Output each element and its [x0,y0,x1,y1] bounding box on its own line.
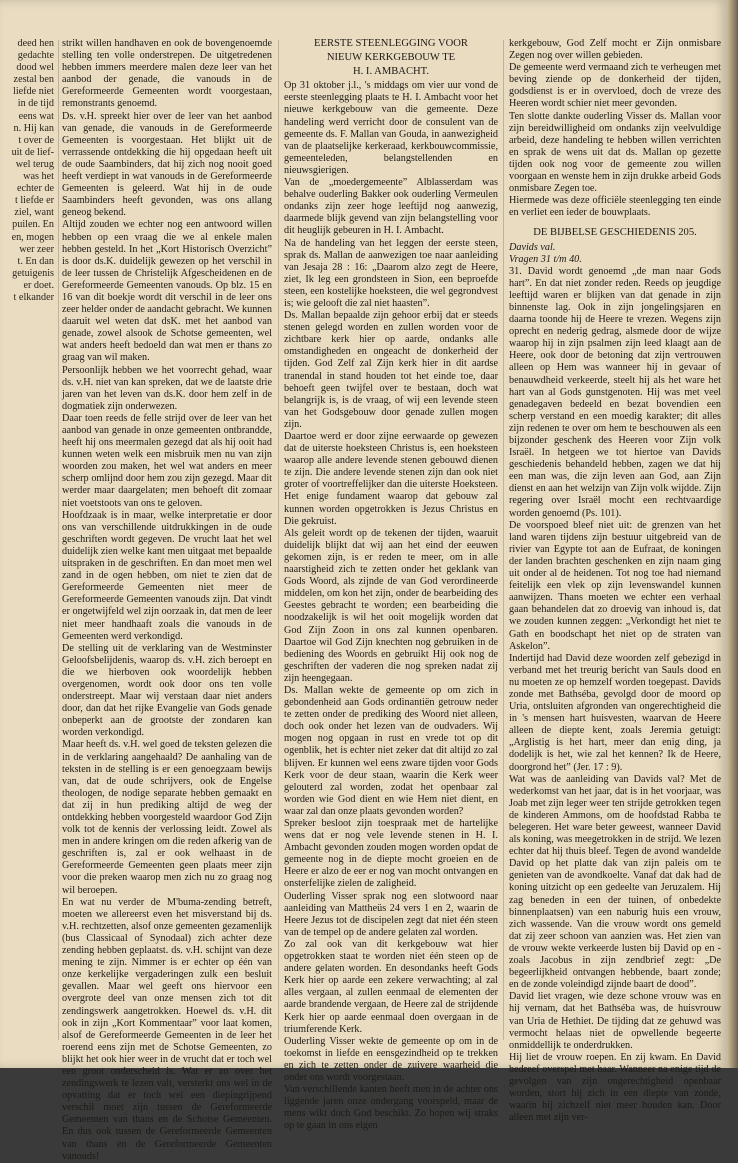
paragraph: kerkgebouw, God Zelf mocht er Zijn onmisbare Zegen nog over willen gebieden. [509,38,721,62]
paragraph: Op 31 oktober j.l., 's middags om vier uur vond de eerste steenlegging plaats te H. I. Ambacht voor het nieuwe kerkgebouw van die gemeente. Deze handeling werd verricht door de consulent van de gemeente ds. F. Mallan van Gouda, in aanwezigheid van de plaatselijke kerkeraad, kerkbouwcommissie, gemeenteleden, belangstellenden en nieuwsgierigen. [284,80,498,176]
paragraph: Ds. Mallan bepaalde zijn gehoor erbij dat er steeds stenen gelegd worden en zullen worden voor de zichtbare kerk hier op aarde, ondanks alle omstandigheden en ongeacht de donkerheid der tijden. God Zelf zal Zijn kerk hier in dit aardse tranendal in stand houden tot het einde toe, daar behoeft geen twijfel over te bestaan, doch wat belangrijk is, is de vraag, of wij een levende steen van het Godsgebouw door genade zullen mogen zijn. [284,310,498,430]
paragraph: Ouderling Visser wekte de gemeente op om in de toekomst in liefde en eensgezindheid op te trekken en zich te zetten onder de zuivere waarheid die onder ons wordt voorgestaan. [284,1035,498,1083]
paragraph: Indertijd had David deze woorden zelf gebezigd in verband met het treurig bericht van Sauls dood en nu moeten ze op hemzelf worden toegepast. Davids zonde met Bathséba, gevolgd door de moord op Uria, ontsluiten afgronden van ongerechtigheid die in 's mensen hart huisvesten, waarvan de Heere alleen de diepte kent, zoals Jeremia getuigt: „Arglistig is het hart, meer dan enig ding, ja dodelijk is het, wie zal het kennen? Ik de Heere, doorgrond het” (Jer. 17 : 9). [509,652,721,773]
paragraph: Persoonlijk hebben we het voorrecht gehad, waar ds. v.H. niet van kan spreken, dat we de laatste drie jaren van het leven van ds.K. door hem zelf in de dogmatiek zijn onderwezen. [62,364,272,412]
article-column-1 [62,38,272,1162]
paragraph: 31. David wordt genoemd „de man naar Gods hart”. En dat niet zonder reden. Reeds op jeugdige leeftijd waren er blijken van dat genade in zijn binnenste lag. Ook in zijn jongelingsjaren en daarna toonde hij de Heere te vrezen. Wegens zijn oprecht en nederig gedrag, alsmede door de wijze waarop hij in zijn psalmen zijn leed klaagt aan de Heere, ook door de betoning dat zijn vertrouwen alleen op Hem was wanneer hij in gevaar of benauwdheid verkeerde, steelt hij als het ware het hart van al Gods gunstgenoten. Hij was met veel genadegaven bedeeld en bezat bovendien een scherp verstand en een moedig karakter; dit alles zijn redenen te over om hem te beschouwen als een bijzonder geschenk des Heeren voor Zijn volk Israël. In hetgeen we tot hiertoe van Davids geschiedenis behandeld hebben, zagen we dat hij een man was, die zijn leven aan God, aan Zijn dienst en aan het welzijn van Zijn volk wijdde. Zijn regering over Israël mocht een rechtvaardige worden genoemd (Ps. 101). [509,265,721,519]
paragraph: Hij liet de vrouw roepen. En zij kwam. En David bedreef overspel met haar. Wanneer na enige tijd de gevolgen van zijn ongerechtigheid openbaar worden, stort hij zich in een diepte van zonde, waarin hij zichzelf niet meer houden kan. Door alleen met zijn ver- [509,1051,721,1124]
paragraph: Daartoe werd er door zijne eerwaarde op gewezen dat de uiterste hoeksteen Christus is, een hoeksteen waarop alle andere levende stenen gebouwd dienen te zijn. Die andere levende stenen zijn dan ook niet groter of voortreffelijker dan die uiterste Hoeksteen. Het enige fundament waarop dat gebouw zal kunnen worden opgetrokken is Jezus Christus en Die gekruist. [284,431,498,527]
paragraph: strikt willen handhaven en ook de bovengenoemde stelling ten volle onderstrepen. De uitgetredenen hebben immers meerdere malen deze leer van het aanbod der genade, die vanouds in de Gereformeerde Gemeenten wordt voorgestaan, remonstrants genoemd. [62,38,272,110]
paragraph: Van de „moedergemeente” Alblasserdam was behalve ouderling Bakker ook ouderling Vermeulen ondanks zijn zeer hoge leeftijd nog aanwezig, daarmede blijk gevend van zijn belangstelling voor dit heuglijk gebeuren in H. I. Ambacht. [284,177,498,237]
paragraph: eens wat [18,110,54,122]
paragraph: En wat nu verder de M'buma-zending betreft, moeten we allereerst even het misverstand bij ds. v.H. rechtzetten, alsof onze gemeenten gezamenlijk (bus Classicaal of Synodaal) zich achter deze zending hebben geplaatst. ds. v.H. schijnt van deze mening te zijn. Nimmer is er echter op één van onze kerkelijke vergaderingen zulk een besluit gevallen. Maar wel geeft ons hiervoor een overgrote deel van onze mensen zich tot dit zendingswerk aangetrokken. Hoewel ds. v.H. dit ook in zijn „Kort Kommentaar” voor laat komen, alsof de Gereformeerde Gemeenten in de leer het roerend eens zijn met de Schotse Gemeenten, zo blijkt het ook hier weer in de vrucht dat er toch wel een groot onderscheid is. Wat er zo over het zendingswerk te lezen valt, versterkt ons wel in de opvatting dat er toch wel een diepingrijpend verschil moet zijn tussen de Gereformeerde Gemeenten van thans en de Schotse Gemeenten. En dus ook tussen de Gereformeerde Gemeenten van thans en de Gereformeerde Gemeenten vanouds! [62,896,272,1162]
paragraph: Ten slotte dankte ouderling Visser ds. Mallan voor zijn bereidwilligheid om ondanks zijn veelvuldige arbeid, deze handeling te hebben willen verrichten en sprak de wens uit dat ds. Mallan op gezette tijden ook nog voor de gemeente zou willen voorgaan en wenste hem in zijn drukke arbeid Gods onmisbare Zegen toe. [509,110,721,195]
paragraph: dood wel [16,62,54,74]
paragraph: echter de [16,183,54,195]
paragraph: liefde niet [12,86,54,98]
paragraph: Hiermede was deze officiële steenlegging ten einde en verliet een ieder de bouwplaats. [509,195,721,219]
paragraph: wer zeer [19,243,54,255]
paragraph: en, mogen [11,231,54,243]
paragraph: Als geleit wordt op de tekenen der tijden, waaruit duidelijk blijkt dat wij aan het eind der eeuwen gekomen zijn, is er reden te meer, om in alle naarstigheid zich te zetten onder het geklank van Gods Woord, als zijnde de van God verordineerde middelen, om kon het zijn, onder de bearbeiding des Geestes gebracht te worden; een bearbeiding die noodzakelijk is wil het ooit mogelijk worden dat God Zijn Zoon in ons zal kunnen openbaren. Daartoe wil God Zijn knechten nog gebruiken in de bediening des Woords en gebruikt Hij ook nog de geschriften der vaderen die nog spreken nadat zij zijn heengegaan. [284,527,498,684]
paragraph: was het [23,171,54,183]
article-body [284,80,498,1132]
column-rule [58,40,59,1040]
article-body [509,38,721,219]
article-title-line: H. I. AMBACHT. [352,66,430,78]
page-edge [728,0,738,1068]
paragraph: puilen. En [12,219,54,231]
paragraph: David liet vragen, wie deze schone vrouw was en hij vernam, dat het Bathséba was, de huisvrouw van Uria de Hethiet. De tijding dat ze gehuwd was vermocht helaas niet de opwellende begeerte onmiddellijk te onderdrukken. [509,991,721,1051]
paragraph: t elkander [13,291,54,303]
paragraph: n. Hij kan [13,122,54,134]
paragraph: De voorspoed bleef niet uit: de grenzen van het land waren tijdens zijn bestuur uitgebreid van de rivier van Egypte tot aan de Eufraat, de koningen der landen brachten geschenken en zijn naam ging uit onder al de heidenen. Tot nog toe had niemand feitelijk een vlek op zijn levenswandel kunnen aanwijzen. Thans moeten we echter een verhaal gaan behandelen dat zo droevig van inhoud is, dat we zouden kunnen zeggen: „Verkondigt het niet te Gath en boodschapt het niet op de straten van Askelon”. [509,519,721,652]
paragraph: Daar toen reeds de felle strijd over de leer van het aanbod van genade in onze gemeenten ontbrandde, heeft hij ons meermalen gezegd dat als hij ooit had kunnen weten welk een misbruik men nu van zijn woorden zou maken, het wel wat anders en meer scherp omlijnd door hem zou zijn gezegd. Maar dit werder maar daargelaten; men behoeft dit zomaar niet voetstoots van ons te geloven. [62,412,272,509]
article-title-line: NIEUW KERKGEBOUW TE [326,52,456,64]
paragraph: t liefde er [14,195,54,207]
paragraph: Altijd zouden we echter nog een antwoord willen hebben op een vraag die we al enkele malen hebben gesteld. In het „Kort Historisch Overzicht” is door ds.K. duidelijk gewezen op het verschil in de leer tussen de Christelijk Afgescheidenen en de Gereformeerde Gemeenten vanouds. Op blz. 15 en 16 van dit boekje wordt dit verschil in de leer ons zeer helder onder de aandacht gebracht. We kunnen daaruit wel weten dat dsK. met het aanbod van genade, zowel alsook de Schotse gemeenten, wel wat anders heeft bedoeld dan wat men er thans zo graag van wil maken. [62,219,272,364]
paragraph: ziel, want [14,207,54,219]
paragraph: Ds. v.H. spreekt hier over de leer van het aanbod van genade, die vanouds in de Gereformeerde Gemeenten is voorgestaan. Het blijkt uit de verrassende ontdekking die hij opgedaan heeft uit de oude Saambinders, dat hij zich nog nooit goed heeft verdiept in wat vanouds in de Gereformeerde Gemeenten is geleerd. Wat hij in de oude Saambinders heeft gevonden, was ons allang geneog bekend. [62,110,272,219]
section-subtitle: Davids val. [509,241,556,253]
paragraph: uit de lief- [11,146,54,158]
paragraph: Maar heeft ds. v.H. wel goed de teksten gelezen die in de verklaring aangehaald? De aanhaling van de teksten in de stelling is er een genoegzaam bewijs van, dat de oude schrijvers, ook de Engelse theologen, de nodige separate hebben gemaakt en dat zij in hun prediking altijd de weg der ontdekking hebben voorgesteld waardoor God Zijn volk tot de kennis der verlossing leidt. Zowel als men in andere kringen om die reden afkerig van de geschriften is, zal er ook welhaast in de Gereformeerde Gemeenten geen plaats meer zijn voor die preken waarop men zich nu zo graag nog wil beroepen. [62,739,272,896]
paragraph: De gemeente werd vermaand zich te verheugen met beving ziende op de donkerheid der tijden, godsdienst is er in overvloed, doch de vreze des Heeren wordt schier niet meer gevonden. [509,62,721,110]
paragraph: in de tijd [17,98,54,110]
paragraph: Wat was de aanleiding van Davids val? Met de wederkomst van het jaar, dat is in het voorjaar, was Joab met zijn leger weer ten strijde getrokken tegen de kinderen Ammons, om de hoofdstad Rabba te belegeren. Het ware beter geweest, wanneer David als koning, was meegetrokken in de strijd. We lezen echter dat hij thuis bleef. Tegen de avond wandelde David op het platte dak van zijn paleis om te genieten van de avondkoelte. Vanaf dat dak had de koning uitzicht op een gedeelte van Jeruzalem. Hij zag beneden in een der tuinen, of onbedekte binnenplaatsen) van een naburig huis een vrouw, zich wassende. Van die vrouw wordt ons gemeld dat zij zeer schoon van aanzien was. Het zien van de vrouw wekte verkeerde lusten bij David op en - zoals Jacobus in zijn zendbrief zegt: „De begeerlijkheid ontvangen hebbende, baart zonde; en de zonde voleindigd zijnde baart de dood”. [509,773,721,991]
article-column-2 [284,38,498,1132]
column-rule [278,40,279,1040]
paragraph: De stelling uit de verklaring van de Westminster Geloofsbelijdenis, waarop ds. v.H. zich beroept en die we hierboven ook woordelijk hebben overgenomen, wordt ook door ons ten volle onderstreept. Maar wij verstaan daar niet anders door, dan dat het rijke Evangelie van Gods genade onbeperkt aan de grootste der zondaren kan worden verkondigd. [62,642,272,739]
paragraph: deed hen [17,38,54,49]
paragraph: Ds. Mallan wekte de gemeente op om zich in gebondenheid aan Gods ordinantiën getrouw neder te zetten onder de prediking des Woord niet alleen, doch ook onder het lezen van de oudvaders. Wij mogen nog opgaan in rust en vrede tot op dit ogenblik, het is echter niet zeker dat dit altijd zo zal blijven. Er kunnen wel eens zware tijden voor Gods Kerk voor de deur staan, waarin die Kerk weer gelouterd zal worden, zodat het openbaar zal worden wie God dient en wie Hem niet dient, en waar zal dan onze plaats gevonden worden? [284,684,498,817]
paragraph: t. En dan [17,255,54,267]
paragraph: er doet. [23,279,54,291]
paragraph: gedachte [17,50,54,62]
column-rule [503,40,504,1040]
paragraph: Zo zal ook van dit kerkgebouw wat hier opgetrokken staat te worden niet één steen op de andere gelaten worden. En desondanks heeft Gods Kerk hier op aarde een zekere verwachting; al zal alles vergaan, al zullen eenmaal de elementen der aarde brandende vergaan, de Heere zal de strijdende Kerk hier op aarde eenmaal doen overgaan in de triumferende Kerk. [284,938,498,1035]
paragraph: Van verschillende kanten heeft men in de achter ons liggende jaren onze ondergang voorspeld, maar de mens wikt doch God beschikt. Zo hopen wij straks op te gaan in ons eigen [284,1084,498,1132]
section-subtitle: Vragen 31 t/m 40. [509,253,582,265]
section-body [509,266,721,1125]
paragraph: getuigenis [12,267,54,279]
article-title-line: EERSTE STEENLEGGING VOOR [314,38,468,49]
paragraph: Ouderling Visser sprak nog een slotwoord naar aanleiding van Mattheüs 24 vers 1 en 2, waarin de Heere Jezus tot de discipelen zegt dat niet één steen van de tempel op de andere gelaten zal worden. [284,890,498,938]
cropped-left-column [0,38,54,1058]
paragraph: wel terug [15,158,54,170]
paragraph: t over de [18,134,54,146]
article-column-3 [509,38,721,1124]
paragraph: Hoofdzaak is in maar, welke interpretatie er door ons van verschillende uitdrukkingen in de oude geschriften wordt gegeven. De vrucht laat het wel duidelijk zien welke kant men uitgaat met bepaalde uitspraken in de geschriften. En dan moet men wel zand in de ogen hebben, om niet te zien dat de Gereformeerde Gemeenten niet meer de Gereformeerde Gemeenten vanouds zijn. Dat vindt er ongetwijfeld wel zijn oorzaak in, dat men de leer niet meer handhaaft zoals die vanouds in de Gemeenten werd verkondigd. [62,509,272,642]
paragraph: Na de handeling van het leggen der eerste steen, sprak ds. Mallan de aanwezigen toe naar aanleiding van Jesaja 28 : 16: „Daarom alzo zegt de Heere, ziet, Ik leg een grondsteen in Sion, een beproefde steen, een kostelijke hoeksteen, die wel gegrondvest is; wie gelooft die zal niet haasten”. [284,237,498,309]
paragraph: zestal ben [13,74,54,86]
section-title: DE BIJBELSE GESCHIEDENIS 205. [533,227,697,239]
paragraph: Spreker besloot zijn toespraak met de hartelijke wens dat er nog vele levende stenen in H. I. Ambacht gevonden zouden mogen worden opdat de gemeente nog in de diepte mocht groeien en de Heere er alzo de eer er nog van mocht ontvangen en onsterfelijke zielen de zaligheid. [284,818,498,890]
